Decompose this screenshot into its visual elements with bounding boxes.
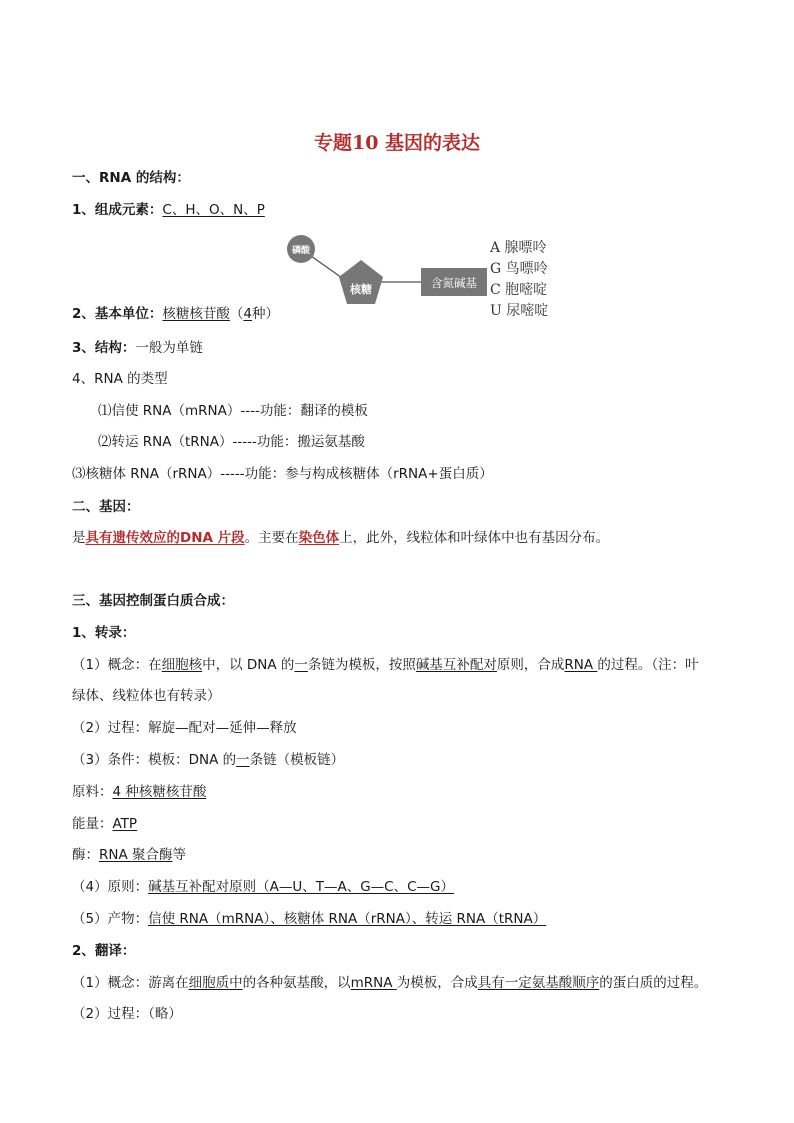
transcription-principle xyxy=(72,877,454,897)
energy-label: 能量： xyxy=(72,816,113,832)
gene-def-part-3: 上，此外，线粒体和叶绿体中也有基因分布。 xyxy=(339,530,610,546)
gene-def-keyword-1: 具有遗传效应的 xyxy=(85,530,180,546)
tc-base-pairing: 碱基互补配对 xyxy=(415,657,497,673)
transcription-process: （2）过程：解旋—配对—延伸—释放 xyxy=(72,720,297,736)
basic-unit-line xyxy=(72,304,279,324)
tc-part-c: 中，以 DNA 的 xyxy=(202,657,295,673)
tcond-part-c: 条链（模板链） xyxy=(249,752,345,768)
page-title: 专题10 基因的表达 xyxy=(313,132,481,154)
structure-label: 3、结构： xyxy=(72,340,136,356)
gene-def-part-2: 。主要在 xyxy=(244,530,299,546)
section-2-heading: 二、基因： xyxy=(72,499,140,515)
enzyme-value: RNA 聚合酶 xyxy=(99,847,173,863)
translation-process: （2）过程：（略） xyxy=(72,1006,182,1022)
base-g-label: G 鸟嘌呤 xyxy=(490,261,548,277)
gene-definition xyxy=(72,528,609,548)
composition-line xyxy=(72,200,265,220)
basic-unit-label: 2、基本单位： xyxy=(72,306,163,322)
tr-sequence: 具有一定氨基酸顺序 xyxy=(477,975,600,991)
tr-part-a: （1）概念：游离在 xyxy=(72,975,189,991)
rna-type-mrna: ⑴信使 RNA（mRNA）----功能：翻译的模板 xyxy=(98,403,368,419)
section-1-heading: 一、RNA 的结构： xyxy=(72,170,190,186)
tc-rna: RNA xyxy=(564,657,598,673)
tcond-one: 一 xyxy=(236,752,250,768)
rna-types-heading: 4、RNA 的类型 xyxy=(72,371,168,387)
gene-def-keyword-3: 染色体 xyxy=(298,530,340,546)
basic-unit-count-tail: 种） xyxy=(252,306,279,322)
translation-heading: 2、翻译： xyxy=(72,943,136,959)
ribose-pentagon xyxy=(339,260,383,304)
base-label: 含氮碱基 xyxy=(431,276,477,290)
tc-one: 一 xyxy=(294,657,308,673)
energy-value: ATP xyxy=(112,816,138,832)
principle-label: （4）原则： xyxy=(72,879,149,895)
basic-unit-count: 4 xyxy=(243,306,252,322)
product-label: （5）产物： xyxy=(72,911,149,927)
gene-def-part-1: 是 xyxy=(72,530,86,546)
rna-type-trna: ⑵转运 RNA（tRNA）-----功能：搬运氨基酸 xyxy=(98,434,365,450)
base-a-label: A 腺嘌呤 xyxy=(490,240,547,256)
tcond-part-a: （3）条件：模板：DNA 的 xyxy=(72,752,237,768)
tc-part-g: 原则，合成 xyxy=(496,657,565,673)
ribose-label: 核糖 xyxy=(350,283,372,296)
tr-cytoplasm: 细胞质中 xyxy=(188,975,243,991)
enzyme-tail: 等 xyxy=(172,847,187,863)
transcription-condition xyxy=(72,750,344,770)
transcription-heading: 1、转录： xyxy=(72,625,136,641)
composition-label: 1、组成元素： xyxy=(72,202,163,218)
tc-part-e: 条链为模板，按照 xyxy=(307,657,416,673)
tr-part-g: 的蛋白质的过程。 xyxy=(599,975,708,991)
base-c-label: C 胞嘧啶 xyxy=(490,282,548,298)
composition-value: C、H、O、N、P xyxy=(162,202,265,218)
transcription-concept-cont: 绿体、线粒体也有转录） xyxy=(72,688,221,704)
structure-line xyxy=(72,338,203,358)
product-value: 信使 RNA（mRNA）、核糖体 RNA（rRNA）、转运 RNA（tRNA） xyxy=(148,911,547,927)
transcription-concept xyxy=(72,655,699,675)
tr-part-e: 为模板，合成 xyxy=(396,975,478,991)
tc-nucleus: 细胞核 xyxy=(161,657,203,673)
transcription-material xyxy=(72,782,206,802)
phosphate-label: 磷酸 xyxy=(291,246,311,256)
tr-part-c: 的各种氨基酸，以 xyxy=(242,975,351,991)
translation-concept xyxy=(72,973,707,993)
tc-part-a: （1）概念：在 xyxy=(72,657,162,673)
material-label: 原料： xyxy=(72,784,113,800)
nucleotide-diagram xyxy=(285,232,575,322)
section-3-heading: 三、基因控制蛋白质合成： xyxy=(72,593,234,609)
gene-def-keyword-2: DNA 片段 xyxy=(180,530,245,546)
transcription-enzyme xyxy=(72,845,186,865)
structure-value: 一般为单链 xyxy=(135,340,203,356)
basic-unit-paren: （ xyxy=(229,306,244,322)
tr-mrna: mRNA xyxy=(350,975,397,991)
rna-type-rrna: ⑶核糖体 RNA（rRNA）-----功能：参与构成核糖体（rRNA+蛋白质） xyxy=(72,466,493,482)
transcription-energy xyxy=(72,814,137,834)
transcription-product xyxy=(72,909,546,929)
principle-value: 碱基互补配对原则（A—U、T—A、G—C、C—G） xyxy=(148,879,454,895)
basic-unit-value: 核糖核苷酸 xyxy=(162,306,230,322)
enzyme-label: 酶： xyxy=(72,847,99,863)
tc-part-i: 的过程。（注：叶 xyxy=(597,657,699,673)
material-value: 4 种核糖核苷酸 xyxy=(112,784,207,800)
base-u-label: U 尿嘧啶 xyxy=(490,303,549,319)
